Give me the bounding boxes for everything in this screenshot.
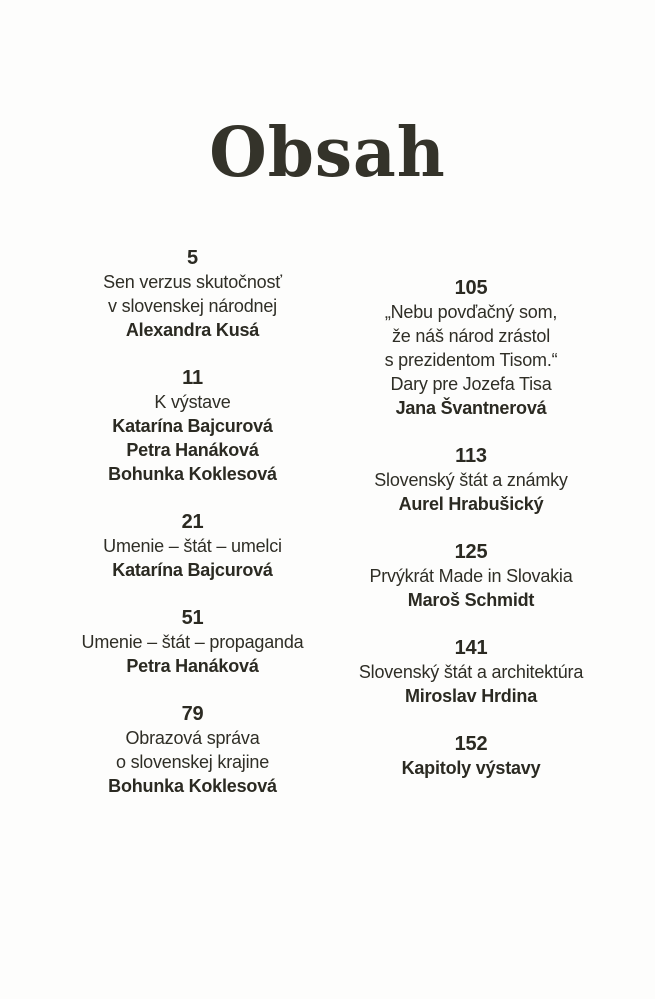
entry-title-line: Umenie – štát – propaganda: [81, 632, 304, 652]
toc-entry: [25, 510, 360, 582]
entry-title-line: Slovenský štát a známky: [374, 470, 568, 490]
toc-column-left: [25, 246, 360, 822]
entry-title-line: „Nebu povďačný som,: [384, 302, 558, 322]
entry-author: Katarína Bajcurová: [112, 416, 273, 436]
entry-page-number: 152: [454, 733, 488, 755]
entry-author: Maroš Schmidt: [407, 590, 535, 610]
entry-title-line: o slovenskej krajine: [115, 752, 270, 772]
entry-author: Petra Hanáková: [126, 440, 259, 460]
entry-author: Miroslav Hrdina: [404, 686, 538, 706]
toc-entry: [350, 276, 592, 420]
entry-page-number: 141: [454, 637, 488, 659]
toc-entry: [350, 540, 592, 612]
toc-entry: [25, 366, 360, 486]
entry-author: Petra Hanáková: [126, 656, 259, 676]
entry-author: Katarína Bajcurová: [112, 560, 273, 580]
entry-page-number: 113: [455, 445, 487, 467]
entry-title-line: že náš národ zrástol: [391, 326, 551, 346]
entry-page-number: 5: [187, 247, 198, 269]
entry-page-number: 51: [181, 607, 204, 629]
entry-author: Aurel Hrabušický: [398, 494, 544, 514]
toc-entry: [25, 246, 360, 342]
toc-entry: [25, 606, 360, 678]
toc-entry: [25, 702, 360, 798]
entry-title-line: Sen verzus skutočnosť: [103, 272, 282, 292]
entry-author: Alexandra Kusá: [125, 320, 260, 340]
toc-entry: [350, 732, 592, 780]
entry-title-line: Obrazová správa: [125, 728, 260, 748]
entry-title-line-bold: Kapitoly výstavy: [401, 758, 541, 778]
entry-title-line: Prvýkrát Made in Slovakia: [369, 566, 573, 586]
entry-title-line: Dary pre Jozefa Tisa: [390, 374, 552, 394]
entry-page-number: 21: [181, 511, 204, 533]
entry-title-line: s prezidentom Tisom.“: [384, 350, 558, 370]
entry-page-number: 125: [454, 541, 488, 563]
entry-page-number: 79: [181, 703, 204, 725]
entry-title-line: K výstave: [154, 392, 231, 412]
entry-author: Bohunka Koklesová: [108, 776, 277, 796]
entry-title-line: v slovenskej národnej: [108, 296, 277, 316]
page-title: Obsah: [209, 111, 446, 193]
entry-title-line: Umenie – štát – umelci: [103, 536, 282, 556]
entry-title-line: Slovenský štát a architektúra: [358, 662, 584, 682]
entry-page-number: 11: [182, 367, 203, 389]
toc-column-right: [350, 276, 592, 804]
entry-page-number: 105: [454, 277, 488, 299]
entry-author: Jana Švantnerová: [395, 398, 547, 418]
toc-entry: [350, 636, 592, 708]
entry-author: Bohunka Koklesová: [108, 464, 277, 484]
toc-entry: [350, 444, 592, 516]
